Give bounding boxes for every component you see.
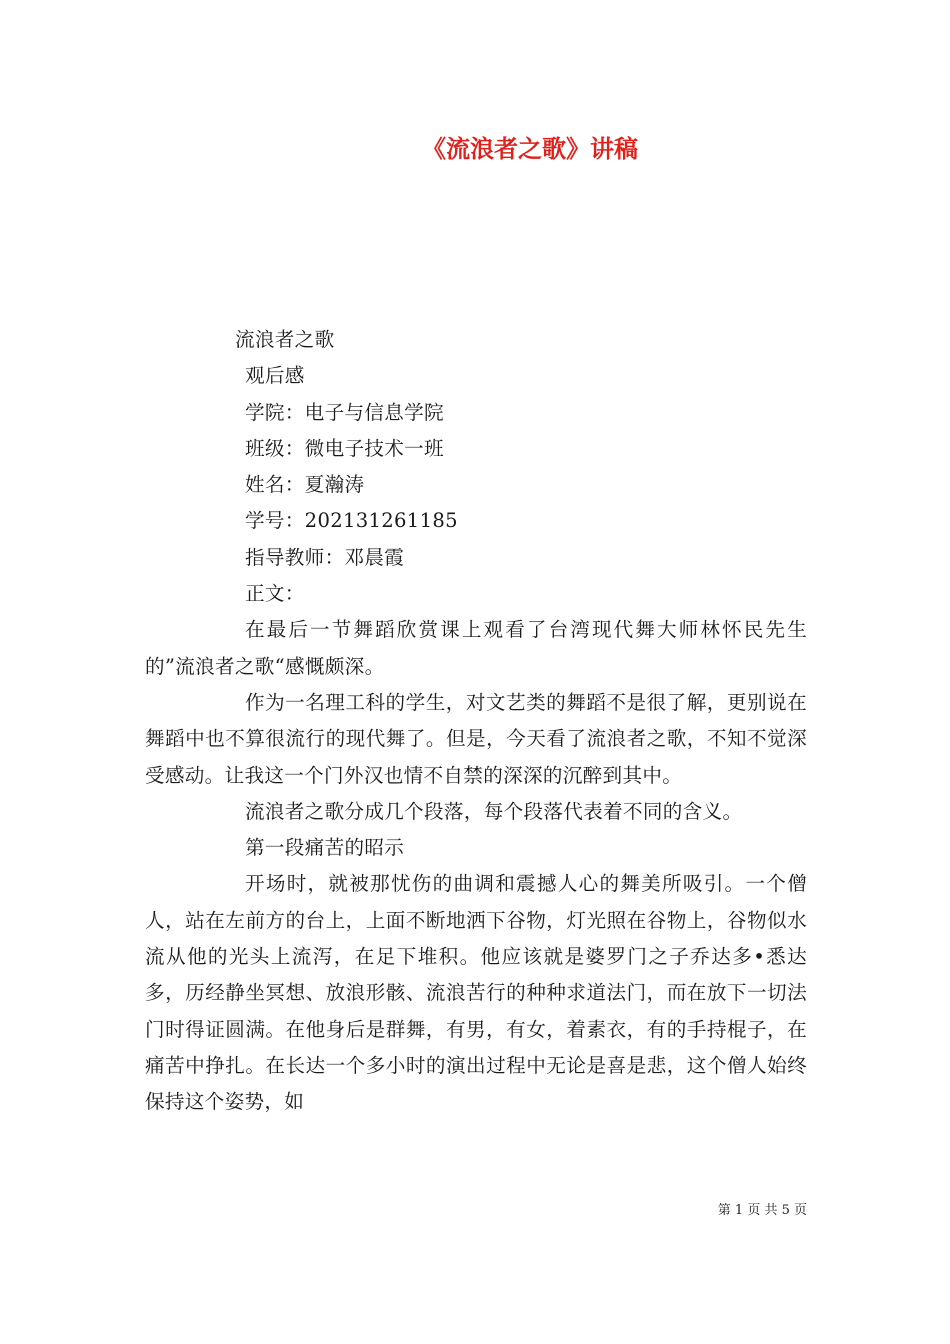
college-line: 学院：电子与信息学院 xyxy=(245,400,444,424)
body-label-line: 正文： xyxy=(245,582,305,606)
section-heading: 第一段痛苦的昭示 xyxy=(245,836,405,860)
student-id-line: 学号：202131261185 xyxy=(245,509,458,533)
paragraph: 在最后一节舞蹈欣赏课上观看了台湾现代舞大师林怀民先生的”流浪者之歌“感慨颇深。 xyxy=(145,618,807,678)
paragraph: 作为一名理工科的学生，对文艺类的舞蹈不是很了解，更别说在舞蹈中也不算很流行的现代舞了。但是，今天看了流浪者之歌，不知不觉深受感动。让我这一个门外汉也情不自禁的深深的沉醉到其中。 xyxy=(145,690,807,787)
class-line: 班级：微电子技术一班 xyxy=(245,436,444,460)
essay-type-line: 观后感 xyxy=(245,364,305,388)
paragraph: 流浪者之歌分成几个段落，每个段落代表着不同的含义。 xyxy=(245,799,743,823)
name-line: 姓名：夏瀚涛 xyxy=(245,473,365,497)
document-body xyxy=(145,322,807,1121)
work-title-line: 流浪者之歌 xyxy=(235,328,335,351)
page-number-footer: 第 1 页 共 5 页 xyxy=(717,1203,807,1218)
paragraph: 开场时，就被那忧伤的曲调和震撼人心的舞美所吸引。一个僧人，站在左前方的台上，上面不断地洒下谷物，灯光照在谷物上，谷物似水流从他的光头上流泻，在足下堆积。他应该就是婆罗门之子乔达多•悉达多，历经静坐冥想、放浪形骸、流浪苦行的种种求道法门，而在放下一切法门时得证圆满。在他身后是群舞，有男，有女，着素衣，有的手持棍子，在痛苦中挣扎。在长达一个多小时的演出过程中无论是喜是悲，这个僧人始终保持这个姿势，如 xyxy=(145,872,807,1114)
document-title: 《流浪者之歌》讲稿 xyxy=(422,134,638,163)
advisor-line: 指导教师：邓晨霞 xyxy=(245,545,405,569)
